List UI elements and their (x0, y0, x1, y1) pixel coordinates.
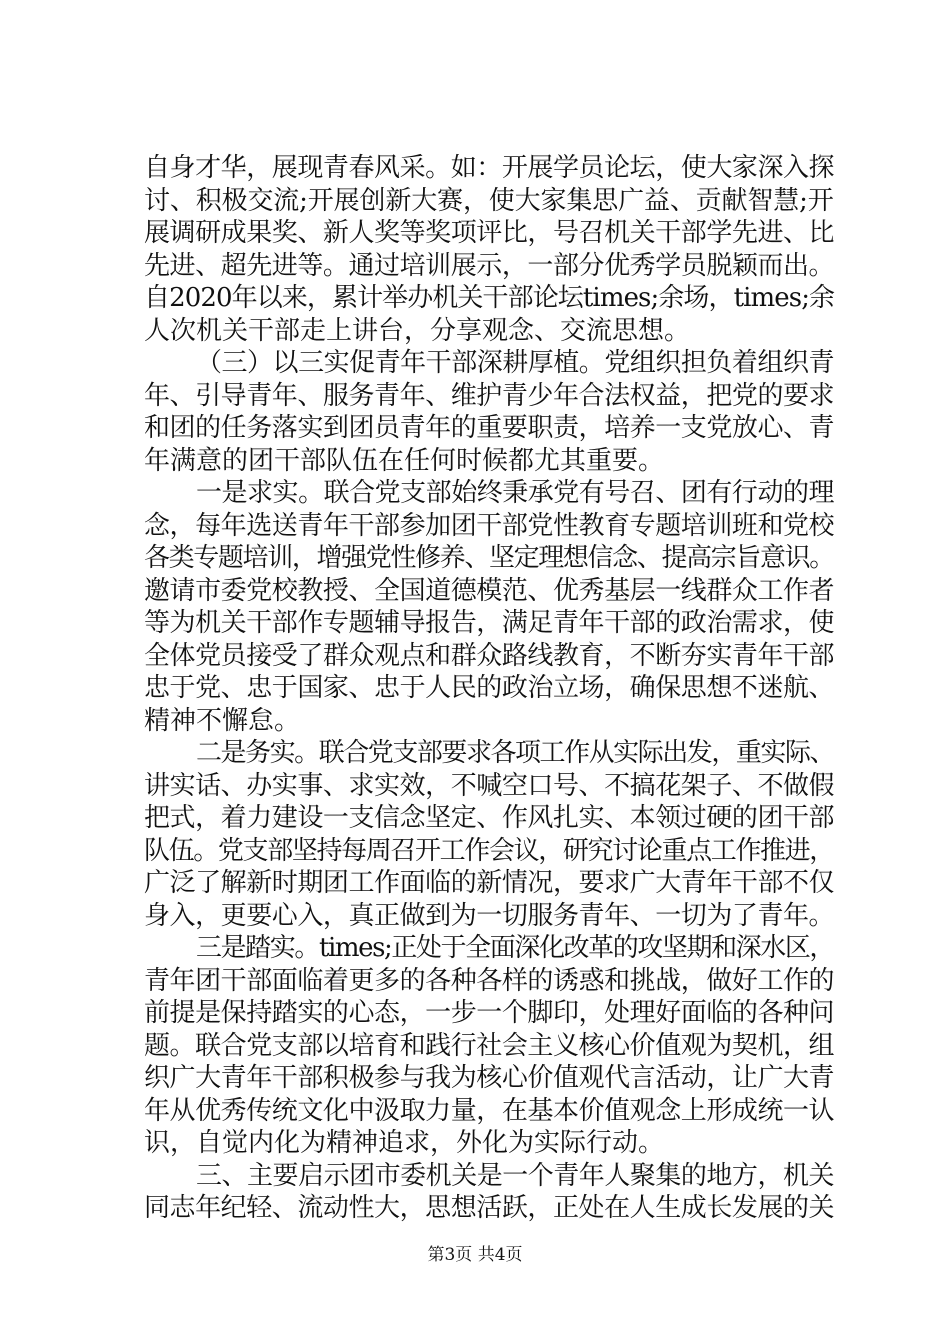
page-footer: 第3页 共4页 (427, 1245, 523, 1265)
text-line: 三、主要启示团市委机关是一个青年人聚集的地方，机关 (196, 1160, 835, 1191)
text-line: 一是求实。联合党支部始终秉承党有号召、团有行动的理 (196, 478, 835, 508)
text-line: 把式，着力建设一支信念坚定、作风扎实、本领过硬的团干部 (144, 803, 835, 833)
text-line: 念，每年选送青年干部参加团干部党性教育专题培训班和党校 (144, 510, 835, 541)
text-line: 身入，更要心入，真正做到为一切服务青年、一切为了青年。 (144, 900, 835, 931)
text-line: 题。联合党支部以培育和践行社会主义核心价值观为契机，组 (144, 1030, 835, 1061)
text-line: 忠于党、忠于国家、忠于人民的政治立场，确保思想不迷航、 (144, 673, 835, 703)
text-line: 讨、积极交流;开展创新大赛，使大家集思广益、贡献智慧;开 (144, 185, 834, 216)
text-line: 三是踏实。times;正处于全面深化改革的攻坚期和深水区， (196, 933, 835, 963)
text-line: 先进、超先进等。通过培训展示，一部分优秀学员脱颖而出。 (144, 250, 835, 281)
text-line: 年、引导青年、服务青年、维护青少年合法权益，把党的要求 (144, 380, 835, 411)
text-line: （三）以三实促青年干部深耕厚植。党组织担负着组织青 (196, 348, 835, 378)
document-body (144, 152, 834, 1225)
text-line: 自身才华，展现青春风采。如：开展学员论坛，使大家深入探 (144, 153, 835, 183)
text-line: 各类专题培训，增强党性修养、坚定理想信念、提高宗旨意识。 (144, 543, 834, 573)
text-line: 自2020年以来，累计举办机关干部论坛times;余场，times;余 (144, 283, 835, 313)
text-line: 讲实话、办实事、求实效，不喊空口号、不搞花架子、不做假 (144, 770, 835, 801)
text-line: 年满意的团干部队伍在任何时候都尤其重要。 (144, 445, 665, 476)
text-line: 展调研成果奖、新人奖等奖项评比，号召机关干部学先进、比 (144, 218, 835, 248)
text-line: 织广大青年干部积极参与我为核心价值观代言活动，让广大青 (144, 1063, 835, 1093)
text-line: 识，自觉内化为精神追求，外化为实际行动。 (144, 1128, 665, 1158)
text-line: 邀请市委党校教授、全国道德模范、优秀基层一线群众工作者 (144, 575, 835, 606)
text-line: 二是务实。联合党支部要求各项工作从实际出发，重实际、 (196, 738, 835, 768)
text-line: 青年团干部面临着更多的各种各样的诱惑和挑战，做好工作的 (144, 965, 835, 996)
text-line: 广泛了解新时期团工作面临的新情况，要求广大青年干部不仅 (144, 868, 835, 898)
text-line: 队伍。党支部坚持每周召开工作会议，研究讨论重点工作推进， (144, 835, 834, 866)
text-line: 年从优秀传统文化中汲取力量，在基本价值观念上形成统一认 (144, 1095, 835, 1126)
text-line: 人次机关干部走上讲台，分享观念、交流思想。 (144, 315, 691, 346)
text-line: 全体党员接受了群众观点和群众路线教育，不断夯实青年干部 (144, 640, 835, 671)
text-line: 同志年纪轻、流动性大，思想活跃，正处在人生成长发展的关 (144, 1193, 835, 1223)
text-line: 精神不懈怠。 (144, 705, 301, 736)
text-line: 和团的任务落实到团员青年的重要职责，培养一支党放心、青 (144, 413, 835, 443)
text-line: 前提是保持踏实的心态，一步一个脚印，处理好面临的各种问 (144, 998, 835, 1028)
text-line: 等为机关干部作专题辅导报告，满足青年干部的政治需求，使 (144, 608, 835, 638)
